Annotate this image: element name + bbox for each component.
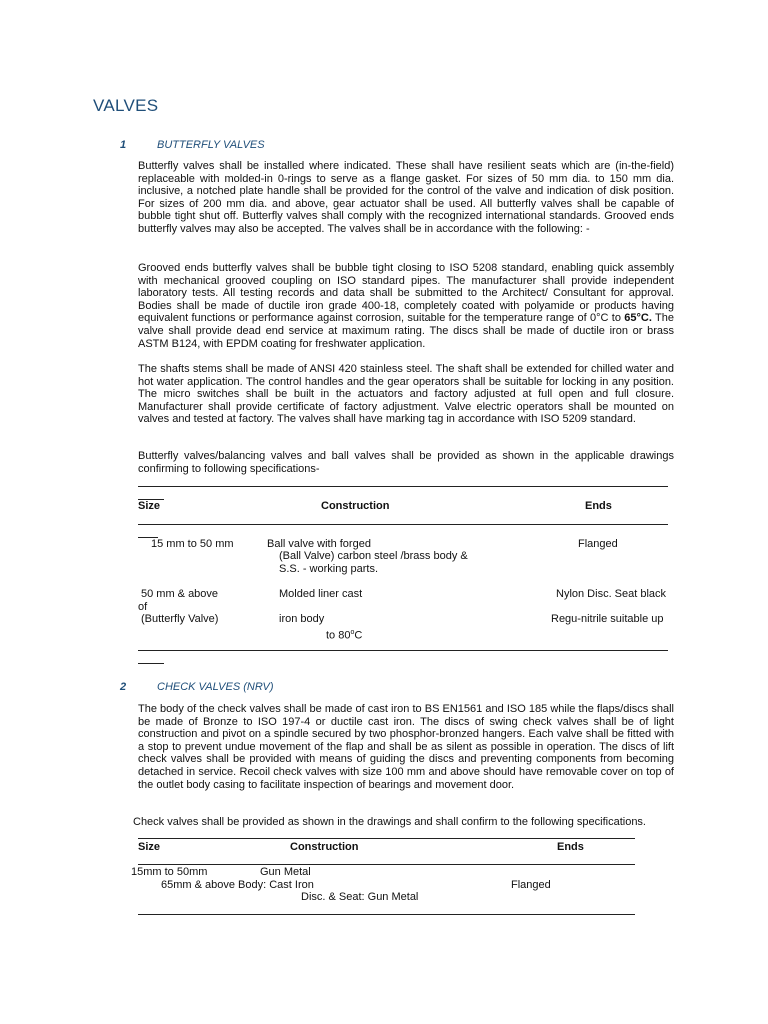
para2-text-a: Grooved ends butterfly valves shall be bubble tight closing to ISO 5208 standard, enabling quick assembly with mechanical grooved coupling on ISO standard pipes. The manufacturer shall provide independent laboratory tests. All testing records and data shall be submitted to the Architect/ Consultant for approval. Bodies shall be made of ductile iron grade 400-18, completely coated with polyamide or products having equivalent functions or performance against corrosion, suitable for the temperature range of 0°C to [138, 262, 674, 325]
para2-bold-temp: 65°C. [624, 312, 652, 325]
table-1-rule-top [138, 486, 668, 487]
section-1-paragraph-3: The shafts stems shall be made of ANSI 420 stainless steel. The shaft shall be extended for chilled water and hot water application. The control handles and the gear operators shall be suitable for locking in any position. The micro switches shall be built in the actuators and factory adjusted at full open and full closure. Manufacturer shall provide certificate of factory adjustment. Valve electric operators shall be mounted on valves and tested at factory. The valves shall have marking tag in accordance with ISO 5209 standard. [138, 363, 674, 426]
section-2-number: 2 [120, 681, 127, 693]
table-1-row-2-construction-2: iron body [279, 613, 325, 625]
table-1-row-2-of: of [138, 601, 148, 613]
table-1-rule-mid [138, 524, 668, 525]
section-1-number: 1 [120, 139, 127, 151]
table-2-header-construction: Construction [290, 841, 359, 853]
table-1-rule-bottom-tail [138, 663, 164, 664]
table-1-row-2-size: 50 mm & above [141, 588, 219, 600]
section-2-title: CHECK VALVES (NRV) [157, 681, 274, 693]
table-1-header-construction: Construction [321, 500, 390, 512]
table-1-row-2-construction-3 [326, 626, 362, 643]
table-2-header-size: Size [138, 841, 161, 853]
table-2-rule-bottom [138, 914, 635, 915]
table-2-row-2-size: 65mm & above Body: Cast Iron [161, 879, 314, 891]
table-2-header-ends: Ends [557, 841, 584, 853]
table-1-row-2-ends-2: Regu-nitrile suitable up [551, 613, 664, 625]
para2-text-b: The valve shall provide dead end service at maximum rating. The discs shall be made of ductile iron or brass ASTM B124, with EPDM coating for freshwater application. [138, 312, 674, 350]
section-1-paragraph-2 [138, 262, 674, 350]
table-2-row-2-ends: Flanged [511, 879, 551, 891]
table-1-row-1-size: 15 mm to 50 mm [151, 538, 234, 550]
table-1-row-1-ends: Flanged [578, 538, 618, 550]
table-1-row-1-construction-1: Ball valve with forged [267, 538, 371, 550]
table-1-rule-bottom [138, 650, 668, 651]
table-1-row-2-construction-1: Molded liner cast [279, 588, 363, 600]
degree-superscript: o [350, 629, 355, 636]
temp-text: to 80 [326, 629, 351, 642]
section-2-paragraph-2: Check valves shall be provided as shown in the drawings and shall confirm to the following specifications. [133, 816, 646, 828]
section-1-title: BUTTERFLY VALVES [157, 139, 265, 151]
table-2-row-3-construction: Disc. & Seat: Gun Metal [301, 891, 419, 903]
table-1-row-2-size-2: (Butterfly Valve) [141, 613, 219, 625]
table-2-rule-mid [138, 864, 635, 865]
temp-unit: C [354, 629, 363, 642]
section-1-paragraph-4: Butterfly valves/balancing valves and ball valves shall be provided as shown in the applicable drawings confirming to following specifications- [138, 450, 674, 475]
table-1-row-2-ends-1: Nylon Disc. Seat black [556, 588, 667, 600]
table-2-row-1-construction: Gun Metal [260, 866, 311, 878]
table-1-row-1-construction-3: S.S. - working parts. [279, 563, 379, 575]
table-1-header-ends: Ends [585, 500, 612, 512]
section-2-paragraph-1: The body of the check valves shall be made of cast iron to BS EN1561 and ISO 185 while the flaps/discs shall be made of Bronze to ISO 197-4 or ductile cast iron. The discs of swing check valves shall be of light construction and pivot on a spindle secured by two phosphor-bronzed hangers. Each valve shall be fitted with a stop to prevent undue movement of the flap and shall be as silent as possible in operation. The discs of lift check valves shall be provided with means of guiding the discs and preventing components from becoming detached in service. Recoil check valves with size 100 mm and above should have removable cover on top of the outlet body casing to facilitate inspection of bearings and movement door. [138, 703, 674, 791]
table-1-row-1-construction-2: (Ball Valve) carbon steel /brass body & [279, 550, 468, 562]
table-2-rule-top [138, 838, 635, 839]
table-1-header-size: Size [138, 500, 161, 512]
table-2-row-1-size: 15mm to 50mm [131, 866, 208, 878]
page-title: VALVES [93, 96, 159, 115]
section-1-paragraph-1: Butterfly valves shall be installed where indicated. These shall have resilient seats which are (in-the-field) replaceable with molded-in 0-rings to serve as a flange gasket. For sizes of 50 mm dia. to 150 mm dia. inclusive, a notched plate handle shall be provided for the control of the valve and indication of disk position. For sizes of 200 mm dia. and above, gear actuator shall be used. All butterfly valves shall be capable of bubble tight shut off. Butterfly valves shall comply with the recognized international standards. Grooved ends butterfly valves may also be accepted. The valves shall be in accordance with the following: - [138, 160, 674, 235]
